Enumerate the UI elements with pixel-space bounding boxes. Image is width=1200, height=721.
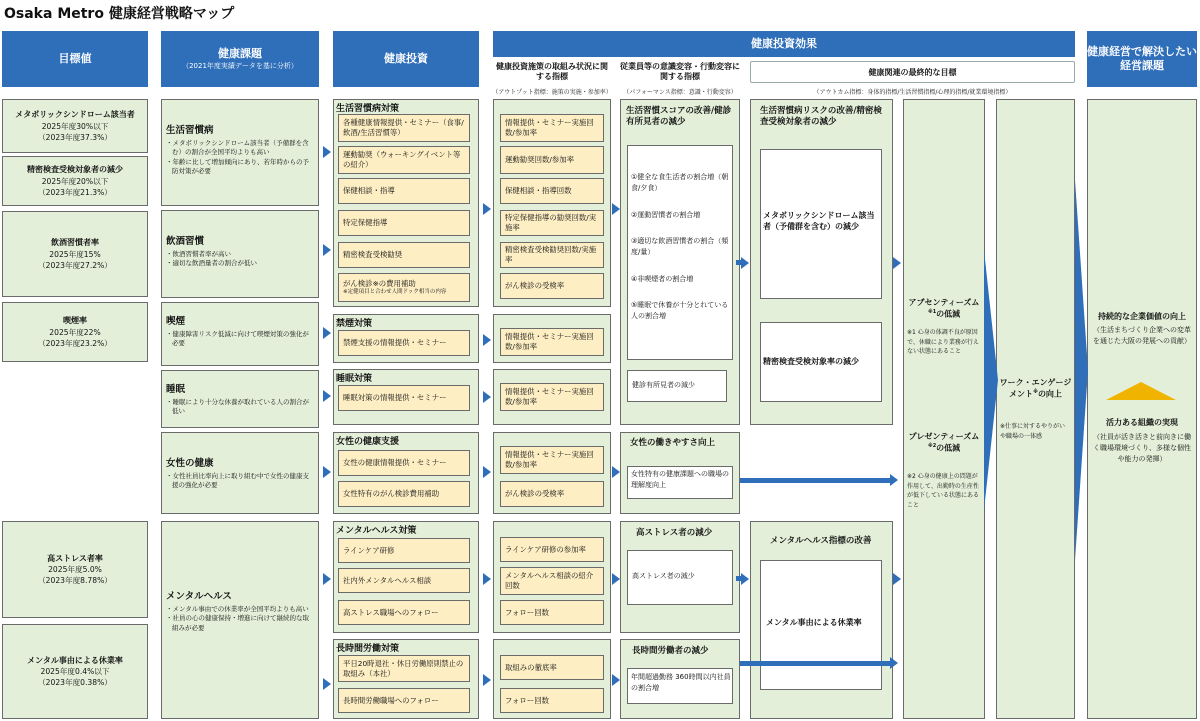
output-item — [500, 383, 604, 411]
goal-org-desc: （社員が活き活きと前向きに働く職場環境づくり、多様な個性や能力の発揮） — [1093, 433, 1191, 464]
investment-item — [338, 330, 470, 356]
final-lifestyle-title: 生活習慣病リスクの改善/精密検査受検対象者の減少 — [760, 106, 882, 128]
issue-desc: ・メンタル事由での休業率が全国平均よりも高い — [166, 605, 309, 613]
subheader-perf-note: （パフォーマンス指標：意識・行動変容） — [623, 89, 737, 96]
target-actual: （2023年度23.2%） — [38, 338, 112, 348]
investment-item-label: 高ストレス職場へのフォロー — [343, 607, 439, 617]
subheader-final: 健康関連の最終的な目標 — [868, 68, 957, 77]
investment-sleep-title: 睡眠対策 — [336, 374, 373, 384]
target-actual: （2023年度0.38%） — [38, 678, 112, 688]
final-precision-label: 精密検査受検対象率の減少 — [763, 357, 859, 366]
investment-item — [338, 568, 470, 593]
output-item-label: 精密検査受検勧奨回数/実施率 — [505, 245, 597, 264]
investment-item — [338, 273, 470, 302]
header-issue — [161, 31, 319, 87]
arrow-big-right-icon — [1075, 180, 1088, 560]
output-item — [500, 328, 604, 356]
investment-item-label: 特定保健指導 — [343, 218, 388, 227]
issue-title: 生活習慣病 — [166, 125, 214, 136]
target-value: 2025年度22% — [49, 327, 101, 337]
output-item-label: フォロー回数 — [505, 607, 549, 617]
arrow-right-icon — [612, 573, 620, 585]
target-smoking — [2, 302, 148, 362]
issue-sleep — [161, 370, 319, 428]
output-item-label: 保健相談・指導回数 — [505, 186, 572, 195]
header-investment-label: 健康投資 — [384, 51, 428, 65]
issue-desc: ・メタボリックシンドローム該当者（予備群を含む）の割合が全国平均よりも高い — [166, 139, 309, 157]
output-item — [500, 242, 604, 268]
investment-item-label: ラインケア研修 — [343, 545, 395, 555]
investment-item — [338, 655, 470, 682]
issue-smoking — [161, 302, 319, 366]
target-mental-leave — [2, 624, 148, 719]
issue-desc: ・健康障害リスク低減に向けて喫煙対策の強化が必要 — [166, 330, 309, 348]
final-we-group — [996, 99, 1075, 719]
output-item-label: がん検診の受検率 — [505, 281, 565, 290]
final-absent-note: ※1 心身の体調不良が原因で、休職により業務が行えない状態にあること — [907, 329, 979, 356]
arrow-right-icon — [483, 203, 491, 215]
issue-desc: ・年齢に比して増加傾向にあり、若年時からの予防対策が必要 — [166, 157, 309, 176]
investment-item-label: 平日20時退社・休日労働原則禁止の取組み（本社） — [343, 658, 464, 678]
investment-item-note: ※定健項目と合わせ人間ドック相当の内容 — [343, 288, 447, 295]
page-title: Osaka Metro 健康経営戦略マップ — [4, 6, 235, 22]
target-precision — [2, 156, 148, 206]
investment-item-label: 精密検査受検勧奨 — [343, 250, 403, 259]
target-value: 2025年度20%以下 — [41, 176, 109, 186]
output-item — [500, 146, 604, 174]
we-title-text: ワーク・エンゲージメント — [999, 378, 1072, 399]
arrow-shaft — [740, 661, 890, 666]
investment-item-label: 各種健康情報提供・セミナー（食事/飲酒/生活習慣等） — [343, 118, 464, 137]
output-item — [500, 567, 604, 595]
perf-item: 年間超過勤務 360時間以内社員の割合増 — [631, 673, 731, 692]
output-item — [500, 481, 604, 507]
arrow-big-right-icon — [984, 250, 998, 510]
target-metabo — [2, 99, 148, 153]
investment-item-label: 保健相談・指導 — [343, 186, 395, 195]
investment-item — [338, 385, 470, 411]
final-absent-title — [906, 298, 982, 320]
header-issue-label: 健康課題 — [218, 47, 262, 61]
target-title: 飲酒習慣者率 — [51, 238, 99, 248]
issue-desc: ・睡眠により十分な休養が取れている人の割合が低い — [166, 398, 309, 416]
investment-item-label: がん検診※の費用補助 — [343, 278, 416, 288]
target-value: 2025年度15% — [49, 249, 101, 259]
subheader-perf: 従業員等の意識変容・行動変容に関する指標 — [620, 62, 740, 81]
output-item-label: 取組みの徹底率 — [505, 662, 557, 672]
target-actual: （2023年度37.3%） — [38, 132, 112, 142]
issue-desc: ・女性社員比率向上に取り組む中で女性の健康支援の強化が必要 — [166, 472, 309, 490]
investment-mental-title: メンタルヘルス対策 — [336, 526, 417, 536]
target-actual: （2023年度27.2%） — [38, 260, 112, 270]
header-target — [2, 31, 148, 87]
perf-stress-title: 高ストレス者の減少 — [636, 528, 713, 538]
investment-item-label: 禁煙支援の情報提供・セミナー — [343, 338, 447, 347]
arrow-right-icon — [612, 203, 620, 215]
header-effect — [493, 31, 1075, 57]
arrow-right-icon — [483, 391, 491, 403]
issue-title: メンタルヘルス — [166, 591, 232, 602]
final-mental-title: メンタルヘルス指標の改善 — [770, 536, 872, 546]
we-sup: ※ — [1033, 388, 1038, 395]
investment-women-title: 女性の健康支援 — [336, 437, 400, 447]
investment-item — [338, 481, 470, 507]
output-item-label: 情報提供・セミナー実施回数/参加率 — [505, 118, 594, 137]
output-item-label: フォロー回数 — [505, 695, 549, 705]
present-sup: ※2 — [927, 442, 937, 449]
arrow-right-icon — [323, 573, 331, 585]
arrow-right-icon — [893, 257, 901, 269]
investment-item-label: 女性の健康情報提供・セミナー — [343, 458, 447, 467]
issue-mental — [161, 521, 319, 719]
final-present-title — [906, 432, 982, 454]
issue-desc: ・社員の心の健康保持・増進に向けて継続的な取組みが必要 — [166, 614, 309, 632]
investment-item — [338, 210, 470, 236]
investment-overtime-title: 長時間労働対策 — [336, 644, 400, 654]
arrow-shaft — [740, 478, 890, 483]
output-item-label: 情報提供・セミナー実施回数/参加率 — [505, 387, 594, 406]
investment-item — [338, 242, 470, 268]
target-value: 2025年度0.4%以下 — [40, 667, 110, 677]
arrow-right-icon — [323, 244, 331, 256]
final-we-title — [998, 378, 1073, 400]
present-suffix: の低減 — [936, 443, 961, 453]
output-item — [500, 688, 604, 713]
subheader-output: 健康投資施策の取組み状況に関する指標 — [496, 62, 608, 81]
investment-item — [338, 688, 470, 713]
arrow-right-icon — [612, 466, 620, 478]
output-item-label: 運動勧奨回数/参加率 — [505, 155, 575, 164]
arrow-right-icon — [323, 466, 331, 478]
issue-title: 喫煙 — [166, 316, 186, 327]
target-title: 高ストレス者率 — [47, 553, 103, 563]
header-goal-label: 健康経営で解決したい経営課題 — [1087, 44, 1197, 72]
issue-drinking — [161, 210, 319, 298]
final-present-note: ※2 心身の健康上の問題が作用して、出勤時の生産性が低下している状態にあること — [907, 473, 980, 509]
arrow-right-icon — [890, 474, 898, 486]
arrow-right-icon — [893, 573, 901, 585]
goal-value-title: 持続的な企業価値の向上 — [1098, 312, 1186, 321]
arrow-right-icon — [483, 334, 491, 346]
perf-lifestyle-title: 生活習慣スコアの改善/健診有所見者の減少 — [626, 106, 732, 128]
perf-item: ①健全な食生活者の割合増（朝食/夕食） — [631, 173, 729, 192]
perf-item: 女性特有の健康課題への職場の理解度向上 — [631, 470, 729, 489]
final-mental-label: メンタル事由による休業率 — [766, 618, 862, 627]
header-target-label: 目標値 — [58, 51, 92, 65]
output-item — [500, 600, 604, 625]
output-item-label: メンタルヘルス相談の紹介回数 — [505, 571, 594, 590]
output-item — [500, 210, 604, 236]
investment-item-label: 睡眠対策の情報提供・セミナー — [343, 393, 447, 402]
final-metabo-label: メタボリックシンドローム該当者（予備群を含む）の減少 — [763, 211, 875, 231]
final-we-note: ※仕事に対するやりがいや職場の一体感 — [1000, 423, 1066, 440]
perf-women-title: 女性の働きやすさ向上 — [630, 438, 716, 448]
arrow-right-icon — [323, 678, 331, 690]
target-title: 喫煙率 — [63, 316, 87, 326]
perf-item: ②運動習慣者の割合増 — [631, 211, 701, 219]
issue-desc: ・適切な飲酒量者の割合が低い — [166, 259, 257, 268]
output-item — [500, 655, 604, 680]
goal-triangle — [1106, 380, 1176, 402]
arrow-right-icon — [890, 657, 898, 669]
absent-suffix: の低減 — [936, 309, 961, 319]
arrow-right-icon — [323, 327, 331, 339]
arrow-right-icon — [741, 573, 749, 585]
subheader-divider — [750, 61, 1075, 83]
investment-item-label: 女性特有のがん検診費用補助 — [343, 489, 440, 498]
target-drinking — [2, 211, 148, 297]
absent-sup: ※1 — [927, 308, 937, 315]
output-item-label: ラインケア研修の参加率 — [505, 544, 586, 554]
issue-desc: ・飲酒習慣者率が高い — [166, 250, 231, 258]
final-absent-present-group — [903, 99, 985, 719]
perf-item: 高ストレス者の減少 — [632, 572, 695, 580]
arrow-right-icon — [323, 146, 331, 158]
output-item — [500, 178, 604, 204]
investment-lifestyle-title: 生活習慣病対策 — [336, 104, 400, 114]
issue-lifestyle — [161, 99, 319, 206]
header-effect-label: 健康投資効果 — [751, 36, 817, 50]
perf-item: 健診有所見者の減少 — [632, 381, 695, 389]
target-actual: （2023年度21.3%） — [38, 187, 112, 197]
target-title: 精密検査受検対象者の減少 — [27, 165, 123, 175]
output-item-label: 情報提供・セミナー実施回数/参加率 — [505, 332, 594, 351]
arrow-right-icon — [323, 390, 331, 402]
output-item-label: 特定保健指導の勧奨回数/実施率 — [505, 213, 597, 232]
goal-org-title: 活力ある組織の実現 — [1106, 418, 1178, 427]
perf-item: ④非喫煙者の割合増 — [631, 275, 694, 283]
issue-title: 睡眠 — [166, 384, 186, 395]
target-actual: （2023年度8.78%） — [38, 576, 112, 586]
issue-title: 女性の健康 — [166, 458, 214, 469]
goal-group — [1087, 99, 1197, 719]
we-suffix: の向上 — [1037, 389, 1062, 399]
target-high-stress — [2, 521, 148, 618]
output-item — [500, 114, 604, 142]
output-item-label: 情報提供・セミナー実施回数/参加率 — [505, 450, 594, 469]
arrow-right-icon — [612, 674, 620, 686]
perf-overtime-title: 長時間労働者の減少 — [632, 646, 709, 656]
target-value: 2025年度5.0% — [48, 565, 102, 575]
output-item — [500, 273, 604, 299]
investment-item-label: 運動勧奨（ウォーキングイベント等の紹介） — [343, 150, 461, 169]
header-investment — [333, 31, 479, 87]
output-item — [500, 537, 604, 562]
subheader-final-note: （アウトカム指標：身体的指標/生活習慣指標/心理的指標/就業環境指標） — [813, 89, 1012, 96]
perf-item: ⑤睡眠で休養が十分とれている人の割合増 — [631, 301, 729, 320]
investment-item-label: 社内外メンタルヘルス相談 — [343, 575, 432, 585]
present-title-text: プレゼンティーズム — [908, 432, 980, 441]
investment-item — [338, 450, 470, 476]
header-issue-sub: （2021年度実績データを基に分析） — [182, 61, 298, 70]
investment-item — [338, 600, 470, 625]
arrow-right-icon — [483, 674, 491, 686]
investment-item — [338, 114, 470, 142]
investment-item — [338, 146, 470, 174]
output-item — [500, 446, 604, 474]
investment-item — [338, 538, 470, 563]
target-title: メタボリックシンドローム該当者 — [15, 110, 135, 120]
arrow-right-icon — [483, 573, 491, 585]
arrow-right-icon — [741, 257, 749, 269]
investment-smoking-title: 禁煙対策 — [336, 319, 373, 329]
issue-women — [161, 432, 319, 514]
investment-item — [338, 178, 470, 204]
arrow-right-icon — [483, 466, 491, 478]
subheader-output-note: （アウトプット指標：施策の実施・参加率） — [492, 89, 612, 96]
output-item-label: がん検診の受検率 — [505, 489, 565, 498]
header-goal — [1087, 31, 1197, 87]
target-value: 2025年度30%以下 — [41, 121, 109, 131]
absent-title-text: アブセンティーズム — [908, 298, 980, 307]
goal-value-desc: （生活まちづくり企業への変革を通じた大阪の発展への貢献） — [1093, 326, 1191, 346]
target-title: メンタル事由による休業率 — [27, 655, 123, 665]
perf-item: ③適切な飲酒習慣者の割合（頻度/量） — [631, 237, 729, 256]
issue-title: 飲酒習慣 — [166, 236, 205, 247]
investment-item-label: 長時間労働職場へのフォロー — [343, 695, 439, 705]
